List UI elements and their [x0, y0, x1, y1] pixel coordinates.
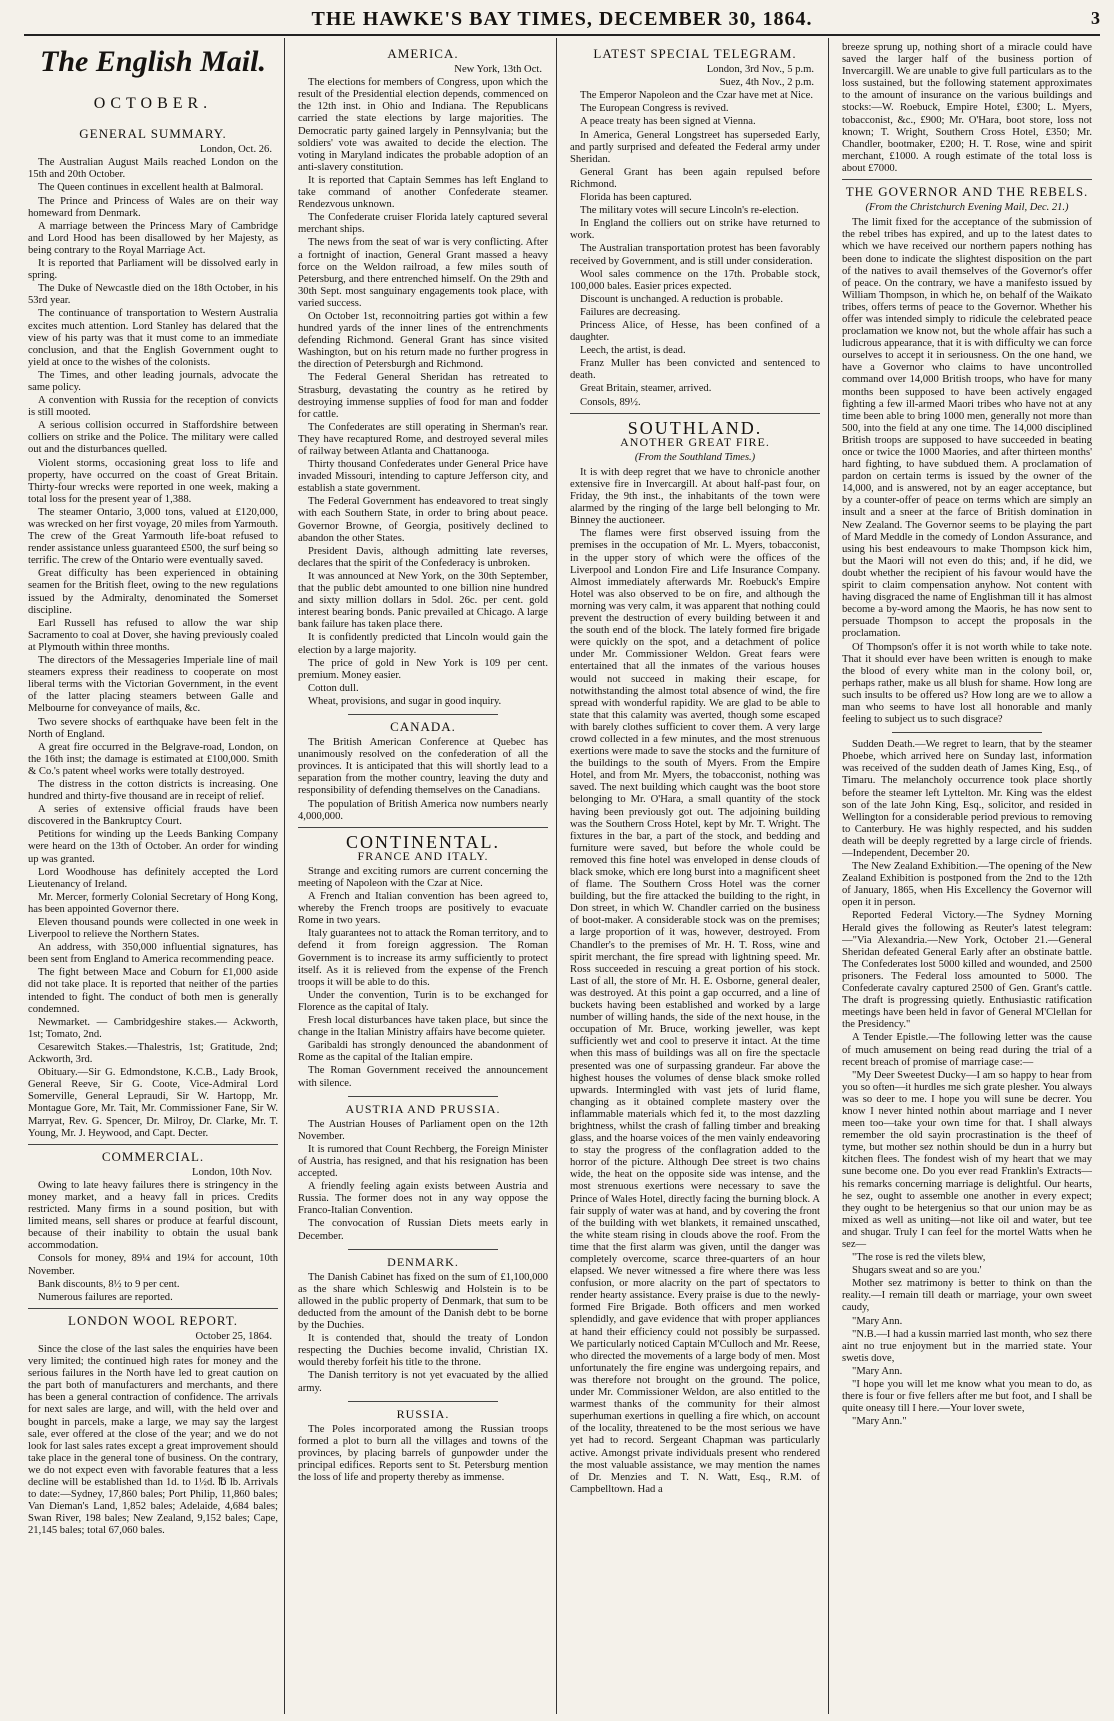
column-4 — [842, 42, 1092, 1712]
dateline: London, 10th Nov. — [192, 1166, 272, 1178]
paragraph: Wool sales commence on the 17th. Probable stock, 100,000 bales. Easier prices expected. — [570, 268, 820, 292]
article-body — [28, 1344, 278, 1538]
article-body — [298, 737, 548, 823]
paragraph: President Davis, although admitting late reverses, declares that the spirit of the Confederacy is unbroken. — [298, 545, 548, 569]
article-body — [570, 467, 820, 1496]
paragraph: It was announced at New York, on the 30th September, that the public debt amounted to one billion nine hundred and sixty million dollars in 5dol. 26c. per cent. gold interest bearing bonds. Panic prevailed at Chicago. A large bank failure has taken place there. — [298, 570, 548, 631]
divider — [842, 179, 1092, 180]
divider — [348, 1096, 498, 1097]
paragraph: Consols, 89½. — [580, 396, 641, 408]
paragraph: Mother sez matrimony is better to think on than the reality.—I remain till death or marriage, your own sweet caudy, — [842, 1278, 1092, 1314]
article-body — [298, 77, 548, 708]
subsection-title: ANOTHER GREAT FIRE. — [620, 434, 770, 449]
paragraph: Leech, the artist, is dead. — [580, 345, 686, 357]
paragraph: A serious collision occurred in Staffordshire between colliers on strike and the Police. The military were called out and the disturbances quelled. — [28, 420, 278, 456]
paragraph: A friendly feeling again exists between Austria and Russia. The former does not in any way oppose the Franco-Italian Convention. — [298, 1181, 548, 1217]
article-body — [842, 739, 1092, 1428]
paragraph: The Roman Government received the announcement with silence. — [298, 1065, 548, 1089]
paragraph: The elections for members of Congress, upon which the result of the Presidential election depends, commenced on the 12th inst. in Ohio and Indiana. The Republicans carried the state elections by large majorities. The Democratic party gained largely in Pennsylvania; but the soldiers' vote was awaited to decide the election. The voting in Maryland indicates the probable adoption of an anti-slavery constitution. — [298, 77, 548, 173]
paragraph: It is contended that, should the treaty of London respecting the Duchies become invalid, Christian IX. would thereby forfeit his title to the throne. — [298, 1333, 548, 1369]
paragraph: The New Zealand Exhibition.—The opening of the New Zealand Exhibition is postponed from the 2nd to the 12th of January, 1865, when His Excellency the Governor will open it in person. — [842, 861, 1092, 909]
month-heading: OCTOBER. — [93, 95, 213, 112]
section-title: COMMERCIAL. — [101, 1148, 205, 1164]
divider — [348, 1249, 498, 1250]
paragraph: The military votes will secure Lincoln's re-election. — [580, 205, 799, 217]
paragraph: The Poles incorporated among the Russian troops formed a plot to burn all the villages and towns of the provinces, by placing barrels of gunpowder under the principal edifices. Reports sent to St. Petersburg mention the loss of life and property thereby as immense. — [298, 1423, 548, 1484]
paragraph: Shugars sweat and so are you.' — [852, 1265, 982, 1277]
paragraph: Failures are decreasing. — [580, 306, 681, 318]
paragraph: A Tender Epistle.—The following letter was the cause of much amusement on being read during the trial of a recent breach of promise of marriage case:— — [842, 1032, 1092, 1068]
paragraph: Lord Woodhouse has definitely accepted the Lord Lieutenancy of Ireland. — [28, 866, 278, 890]
source-line: (From the Southland Times.) — [634, 451, 756, 463]
paragraph: It is with deep regret that we have to chronicle another extensive fire in Invercargill. At about half-past four, on Friday, the 9th inst., the inhabitants of the town were alarmed by the ringing of the large bell belonging to Mr. Binney the auctioneer. — [570, 466, 820, 527]
column-divider — [284, 38, 285, 1714]
paragraph: Sudden Death.—We regret to learn, that by the steamer Phoebe, which arrived here on Sunday last, information was received of the sudden death of James King, Esq., of Timaru. The melancholy occurrence took place shortly before the steamer left Lyttelton. Mr. King was the eldest son of the late John King, Esq., solicitor, and resided in Wellington for a considerable period previous to removing to Canterbury. He was highly respected, and his sudden death will be deeply regretted by a large circle of friends.—Independent, December 20. — [842, 739, 1092, 859]
paragraph: The Federal Government has endeavored to treat singly with each Southern State, in order to bring about peace. Governor Browne, of Georgia, positively declined to abandon the other States. — [298, 496, 548, 544]
paragraph: The Emperor Napoleon and the Czar have met at Nice. — [580, 90, 813, 102]
paragraph: Owing to late heavy failures there is stringency in the money market, and a heavy fall in prices. Credits restricted. Many firms in a sound position, but with limited means, sell shares or produce at fearful discount, because of their inability to obtain the usual bank accommodation. — [28, 1179, 278, 1252]
paragraph: The Federal General Sheridan has retreated to Strasburg, devastating the country as he retired by destroying immense supplies of food for man and fodder for cattle. — [298, 372, 548, 420]
section-title: LONDON WOOL REPORT. — [68, 1312, 238, 1328]
paragraph: Petitions for winding up the Leeds Banking Company were heard on the 13th of October. An order for winding up was granted. — [28, 829, 278, 865]
paragraph: The news from the seat of war is very conflicting. After a fortnight of inaction, General Grant massed a heavy force on the Weldon railroad, a few miles south of Petersburg, and there entrenched himself. On the 29th and 30th Sept. most sanguinary engagements took place, with varied success. — [298, 237, 548, 309]
paragraph: Of Thompson's offer it is not worth while to take note. That it should ever have been written is enough to make the blood of every white man in the colony boil, or, perhaps rather, make us all blush for shame. How long are such insults to be offered us? How long are we to allow a man who seems to have lost all honorable and manly feeling to subject us to such disgrace? — [842, 641, 1092, 726]
section-title: THE GOVERNOR AND THE REBELS. — [845, 184, 1089, 200]
column-1 — [28, 42, 278, 1712]
paragraph: A peace treaty has been signed at Vienna. — [580, 116, 756, 128]
paragraph: Mr. Mercer, formerly Colonial Secretary of Hong Kong, has been appointed Governor there. — [28, 891, 278, 915]
paragraph: The continuance of transportation to Western Australia excites much attention. Lord Stanley has delared that the view of his party was that it must come to an immediate conclusion, and that the English Government ought to yield at once to the wishes of the colonists. — [28, 308, 278, 368]
paragraph: A French and Italian convention has been agreed to, whereby the French troops are positively to evacuate Rome in two years. — [298, 891, 548, 927]
section-title: LATEST SPECIAL TELEGRAM. — [593, 46, 797, 61]
paragraph: Since the close of the last sales the enquiries have been very limited; the continued high rates for money and the serious failures in the North have led to great caution on the part both of manufacturers and merchants, and there has been a general contraction of confidence. The arrivals for next sales are large, and will, with the held over and bought in parcels, make a large, we may say the largest sale, ever offered at the close of the year; and we do not look for last sales rates except a great improvement should take place in the general tone of business. On the contrary, we do not expect even with favorable features that a less decline will be established than 1d. to 1½d. ℔ lb. Arrivals to date:—Sydney, 17,860 bales; Port Philip, 11,860 bales; Van Dieman's Land, 1,852 bales; Adelaide, 4,684 bales; Swan River, 198 bales; New Zealand, 9,152 bales; Cape, 21,145 bales; total 67,060 bales. — [28, 1344, 278, 1537]
paragraph: Thirty thousand Confederates under General Price have invaded Missouri, intending to capture Jefferson city, and establish a state government. — [298, 459, 548, 495]
divider — [28, 1308, 278, 1309]
masthead — [24, 6, 1100, 32]
paragraph: The European Congress is revived. — [580, 103, 729, 115]
article-body — [298, 1424, 548, 1484]
paragraph: The directors of the Messageries Imperiale line of mail steamers express their readiness to cooperate on most liberal terms with the Victorian Government, in the event of the latter placing steamers between Galle and Melbourne for conveyance of mails, &c. — [28, 655, 278, 715]
article-body — [28, 1180, 278, 1304]
paragraph: Princess Alice, of Hesse, has been confined of a daughter. — [570, 319, 820, 344]
dateline: London, 3rd Nov., 5 p.m. — [706, 64, 814, 76]
paragraph: The limit fixed for the acceptance of the submission of the rebel tribes has expired, and up to the latest dates to which we have received our northern papers nothing has been done to indicate the slightest disposition on the part of the natives to avail themselves of the Governor's offer of peace. On the contrary, we have a manifesto issued by William Thompson, in which he, on behalf of the Waikato tribes, offers terms of peace to the Governor. Whether his offer was intended simply to ridicule the celebrated peace proclamation we know not, but the whole affair has such a ludicrous appearance, that it is with difficulty we can force ourselves to accept it in seriousness. On the one hand, we have a Governor who claims to have uncontrolled command over 14,000 British troops, who have for many months been supposed to have been actively engaged fighting a few ill-armed Maori tribes who have not at any time been able to bring 1000 men, generally not more than 500, into the field at any one time. The 14,000 disciplined British troops are supposed to have succeeded in beating once or twice the 1000 Maories, and after thirteen months' hard fighting, to have subdued them. A proclamation of pardon on certain terms is issued by the owner of the 14,000, and is answered, not by an eager acceptance, but by a counter-offer of peace on terms which are simply an insult and a sneer at the farce of British domination in New Zealand. The Governor seems to be playing the part of Mard Meddle in the comedy of London Assurance, and using his best endeavours to make Thompson kick him, but the Maori will not even do this; and, if he did, we doubt whether the recipient of his favour would have the spirit to claim compensation anyhow. Not content with having disgraced the name of Englishman till it has almost become a by-word among the Maoris, he has now sent to persuade Thompson to accept the proposals in the proclamation. — [842, 217, 1092, 640]
paragraph: The population of British America now numbers nearly 4,000,000. — [298, 798, 548, 822]
paragraph: Garibaldi has strongly denounced the abandonment of Rome as the capital of the Italian empire. — [298, 1040, 548, 1064]
column-2 — [298, 42, 548, 1712]
divider — [348, 1401, 498, 1402]
subsection-title: AUSTRIA AND PRUSSIA. — [345, 1101, 501, 1116]
paragraph: Wheat, provisions, and sugar in good inquiry. — [308, 695, 502, 707]
paragraph: General Grant has been again repulsed before Richmond. — [570, 166, 820, 190]
paragraph: The Australian transportation protest has been favorably received by Government, and is still under consideration. — [570, 243, 820, 267]
paragraph: "The rose is red the vilets blew, — [852, 1252, 986, 1264]
subsection-title: RUSSIA. — [396, 1406, 450, 1421]
paragraph: A convention with Russia for the reception of convicts is still mooted. — [28, 395, 278, 419]
paragraph: On October 1st, reconnoitring parties got within a few hundred yards of the inner lines of the entrenchments defending Richmond. General Grant has since visited Washington, but on his return made no further progress in the direction of Petersburgh and Richmond. — [298, 310, 548, 371]
paragraph: In America, General Longstreet has superseded Early, and partly surprised and defeated the Federal army under Sheridan. — [570, 129, 820, 165]
paragraph: The Danish Cabinet has fixed on the sum of £1,100,000 as the share which Schleswig and Holstein is to be allowed in the public property of Denmark, that sum to be deducted from the amount of the Danish debt to be borne by the Duchies. — [298, 1271, 548, 1332]
paragraph: The flames were first observed issuing from the premises in the occupation of Mr. L. Myers, tobacconist, in the upper story of which were the offices of the Liverpool and London Fire and Life Insurance Company. Almost immediately afterwards Mr. Roebuck's Empire Hotel was also observed to be on fire, and although the morning was very calm, it was apparent that nothing could prevent the destruction of every building between it and the south end of the block. The lately formed fire brigade were quickly on the spot, and a detachment of police under Mr. Commissioner Weldon. Great fears were entertained that all the inmates of the various houses would not succeed in making their escape, for notwithstanding the almost total absence of wind, the fire spread with wonderful rapidity. We are glad to be able to state that this calamity was averted, though some escaped with barely clothes sufficient to cover them. A very large crowd collected in a few minutes, and the most strenuous exertions were made to save the stocks and the furniture of the buildings to the south of Myers. From the Empire Hotel, and from Mr. Myers, the tobacconist, nothing was saved. The next building which caught was the boot store belonging to Mr. O'Hara, a small quantity of the stock having been previously got out. The adjoining building was the Southern Cross Hotel, kept by Mr. T. Wright. The fixtures in the bar, a part of the stock, and bedding and furniture were saved, but before the whole could be removed this fine hotel was enveloped in dense clouds of black smoke, which ere long burst into a magnificent sheet of flame. The Southern Cross Hotel was the corner building, but the fire attacked the building to the right, in Don street, in which W. Chandler carried on the business of boot-maker. A considerable stock was on the premises; a large proportion of it was, however, destroyed. From Chandler's to the premises of Mr. H. T. Ross, wine and spirit merchant, the fire spread with lightning speed. Mr. Ross succeeded in rescuing a great portion of his stock. Last of all, the store of Mr. H. E. Osborne, general dealer, was destroyed. At this point a gap occurred, and a line of buckets having been established and worked by a large number of willing hands, the side of the next house, in the occupation of Mr. Bruce, working jeweller, was kept sufficiently wet and cool to preserve it intact. At the time when this mass of buildings was all on fire the spectacle presented was one of surpassing grandeur. Far above the highest houses the volumes of dense black smoke rolled upwards. Intermingled with vast jets of lurid flame, changing as it obtained complete mastery over the inflammable materials which fed it, to the most dazzling brightness, whilst the crash of falling timber and breaking glass, and the hoarse voices of the men vainly endeavoring to stay the progress of the conflagration added to the horror of the picture. Although Dee street is two chains wide, the heat on the opposite side was intense, and the most strenuous exertions were necessary to save the Prince of Wales Hotel, directly facing the burning block. A fair supply of water was at hand, and by covering the front of the building with wet blankets, it remained unscathed, the white steam rising in clouds above the roof. From the time that the first alarm was given, until the danger was completely overcome, scarce three-quarters of an hour elapsed. We never witnessed a fire where there was less confusion, or more alacrity on the part of spectators to render hearty assistance. Every praise is due to the newly-formed Fire Brigade. Both officers and men worked splendidly, and gave evidence that with proper appliances at hand their efficiency could not possibly be surpassed. We particularly noticed Captain M'Culloch and Mr. Reese, who directed the movements of a large body of men. Most unfortunately the fire engine was undergoing repairs, and was therefore not brought on the ground. The police, under Mr. Commissioner Weldon, are also entitled to the warmest thanks of the community for their almost superhuman exertions in quelling a fire which, on account of the locality, threatened to be the most serious we have yet had to record. Sergeant Chapman was particularly active. Amongst private individuals present who rendered the most valuable assistance, we may mention the names of Dr. Menzies and T. N. Watt, Esq., R.M. of Campbelltown. Had a — [570, 528, 820, 1495]
paragraph: The convocation of Russian Diets meets early in December. — [298, 1218, 548, 1242]
paragraph: The British American Conference at Quebec has unanimously resolved on the confederation of all the provinces. It is anticipated that this will shortly lead to a separation from the mother country, leaving the duty and responsibility of defending themselves on the Canadians. — [298, 737, 548, 797]
paragraph: "I hope you will let me know what you mean to do, as there is four or five fellers after me but foot, and I shall be quite oneasy till I here.—Your lover swete, — [842, 1379, 1092, 1415]
paragraph: The Australian August Mails reached London on the 15th and 20th October. — [28, 157, 278, 181]
paragraph: "Mary Ann." — [852, 1416, 907, 1428]
paragraph: A series of extensive official frauds have been discovered in the Bankruptcy Court. — [28, 804, 278, 828]
paragraph: Under the convention, Turin is to be exchanged for Florence as the capital of Italy. — [298, 989, 548, 1013]
paragraph: Consols for money, 89¼ and 19¼ for account, 10th November. — [28, 1253, 278, 1277]
paragraph: Eleven thousand pounds were collected in one week in Liverpool to relieve the Northern States. — [28, 917, 278, 941]
paragraph: "N.B.—I had a kussin married last month, who sez there aint no true enjoyment but in the married state. Your swetis dove, — [842, 1328, 1092, 1364]
divider — [570, 413, 820, 414]
section-title: SOUTHLAND. — [627, 417, 763, 438]
section-title: AMERICA. — [387, 46, 459, 61]
page-number: 3 — [1091, 8, 1100, 28]
paragraph: Franz Muller has been convicted and sentenced to death. — [570, 358, 820, 382]
divider — [298, 827, 548, 828]
paragraph: Great Britain, steamer, arrived. — [580, 383, 712, 395]
column-3 — [570, 42, 820, 1712]
paragraph: Fresh local disturbances have taken place, but since the change in the Italian Ministry affairs have become quieter. — [298, 1015, 548, 1039]
paragraph: Newmarket. — Cambridgeshire stakes.— Ackworth, 1st; Tomato, 2nd. — [28, 1016, 278, 1040]
paragraph: An address, with 350,000 influential signatures, has been sent from England to America recommending peace. — [28, 942, 278, 966]
paragraph: "Mary Ann. — [852, 1315, 903, 1327]
paragraph: Reported Federal Victory.—The Sydney Morning Herald gives the following as Reuter's latest telegram:—"Via Alexandria.—New York, October 21.—General Sheridan defeated General Early after an obstinate battle. The Confederates lost 5000 killed and wounded, and 2500 prisoners. The Federal loss amounted to 5000. The Confederate cavalry captured 2500 of Gen. Grant's cattle. The draft is progressing quietly. Enthusiastic ratification meetings have been held in favor of General M'Clellan for the Presidency." — [842, 910, 1092, 1031]
paragraph: "Mary Ann. — [852, 1365, 903, 1377]
subsection-title: DENMARK. — [387, 1254, 459, 1269]
article-body — [298, 1119, 548, 1243]
article-body — [298, 866, 548, 1090]
paragraph: The price of gold in New York is 109 per cent. premium. Money easier. — [298, 657, 548, 681]
divider — [28, 1144, 278, 1145]
article-body — [842, 217, 1092, 726]
paragraph: The Prince and Princess of Wales are on their way homeward from Denmark. — [28, 195, 278, 219]
section-heading-english-mail: The English Mail. — [40, 45, 266, 78]
paragraph: It is confidently predicted that Lincoln would gain the election by a large majority. — [298, 632, 548, 656]
paragraph: The Confederates are still operating in Sherman's rear. They have recaptured Rome, and destroyed several miles of railway between Atlanta and Chattanooga. — [298, 421, 548, 457]
paragraph: The Times, and other leading journals, advocate the same policy. — [28, 369, 278, 393]
dateline: London, Oct. 26. — [199, 144, 272, 156]
column-divider — [828, 38, 829, 1714]
section-title: GENERAL SUMMARY. — [79, 126, 227, 142]
article-continuation: breeze sprung up, nothing short of a miracle could have saved the larger half of the business portion of Invercargill. We are unable to give full particulars as to the loss sustained, but the following statement approximates to the amount of insurance on the various buildings and stocks:—W. Roebuck, Empire Hotel, £300; L. Myers, tobacconist, &c., £900; Mr. O'Hara, boot store, loss not known; T. Wright, Southern Cross Hotel, £350; Mr. Chandler, bootmaker, £200; H. T. Rose, wine and spirit merchant, £1000. A rough estimate of the total loss is about £7000. — [842, 42, 1092, 174]
divider — [892, 732, 1042, 733]
paragraph: Two severe shocks of earthquake have been felt in the North of England. — [28, 716, 278, 740]
section-title: CANADA. — [390, 718, 456, 734]
paragraph: Violent storms, occasioning great loss to life and property, have occurred on the coast of Great Britain. Thirty-four wrecks were reported in one week, making a total loss for the present year of 1,388. — [28, 457, 278, 505]
paragraph: The Confederate cruiser Florida lately captured several merchant ships. — [298, 212, 548, 236]
paragraph: Numerous failures are reported. — [38, 1291, 173, 1303]
paragraph: Obituary.—Sir G. Edmondstone, K.C.B., Lady Brook, General Reeve, Sir G. Coote, Vice-Admiral Lord Somerville, General Lepraudi, Sir W. Hartopp, Mr. Montague Gore, Mr. Tait, Mr. Commissioner Fane, Sir W. Marryat, Rev. G. Spencer, Dr. Milroy, Dr. Clarke, Mr. T. Young, Mr. J. Heywood, and Capt. Decter. — [28, 1067, 278, 1139]
paragraph: The Duke of Newcastle died on the 18th October, in his 53rd year. — [28, 283, 278, 307]
paragraph: The Queen continues in excellent health at Balmoral. — [38, 182, 264, 194]
paragraph: Bank discounts, 8½ to 9 per cent. — [38, 1278, 180, 1290]
paragraph: It is reported that Parliament will be dissolved early in spring. — [28, 258, 278, 282]
divider — [348, 714, 498, 715]
dateline: New York, 13th Oct. — [454, 64, 542, 76]
paragraph: Cesarewitch Stakes.—Thalestris, 1st; Gratitude, 2nd; Ackworth, 3rd. — [28, 1041, 278, 1066]
subsection-title: FRANCE AND ITALY. — [357, 848, 489, 863]
source-line: (From the Christchurch Evening Mail, Dec. 21.) — [865, 202, 1069, 214]
paragraph: Strange and exciting rumors are current concerning the meeting of Napoleon with the Czar at Nice. — [298, 865, 548, 889]
dateline: October 25, 1864. — [195, 1330, 272, 1342]
masthead-title: THE HAWKE'S BAY TIMES, DECEMBER 30, 1864. — [311, 8, 813, 30]
column-divider — [556, 38, 557, 1714]
article-body — [298, 1272, 548, 1395]
paragraph: The steamer Ontario, 3,000 tons, valued at £120,000, was wrecked on her first voyage, 20 miles from Yarmouth. The crew of the Great Yarmouth life-boat refused to render assistance unless guaranteed £500, the surf being so terrific. The crew of the Ontario were eventually saved. — [28, 506, 278, 567]
article-body — [570, 90, 820, 408]
paragraph: The fight between Mace and Coburn for £1,000 aside did not take place. It is reported that neither of the parties intended to fight. The conduct of both men is generally condemned. — [28, 967, 278, 1015]
paragraph: Cotton dull. — [308, 682, 359, 694]
article-body — [28, 157, 278, 1139]
paragraph: Italy guarantees not to attack the Roman territory, and to defend it from foreign aggression. The Roman Government is to increase its army sufficiently to protect itself. As it is relieved from the expense of the French troops it will be able to do this. — [298, 928, 548, 988]
paragraph: It is reported that Captain Semmes has left England to take command of another Confederate steamer. Rendezvous unknown. — [298, 174, 548, 211]
dateline: Suez, 4th Nov., 2 p.m. — [719, 77, 814, 89]
paragraph: Earl Russell has refused to allow the war ship Sacramento to coal at Dover, she having previously coaled at Plymouth within three months. — [28, 617, 278, 653]
paragraph: Florida has been captured. — [580, 192, 692, 204]
section-title: CONTINENTAL. — [345, 831, 501, 852]
paragraph: A marriage between the Princess Mary of Cambridge and Lord Hood has been disallowed by her Majesty, as being contrary to the Royal Marriage Act. — [28, 220, 278, 256]
paragraph: It is rumored that Count Rechberg, the Foreign Minister of Austria, has resigned, and that his resignation has been accepted. — [298, 1143, 548, 1180]
paragraph: The distress in the cotton districts is increasing. One hundred and thirty-five thousand are in receipt of relief. — [28, 778, 278, 803]
paragraph: In England the colliers out on strike have returned to work. — [570, 218, 820, 242]
paragraph: The Danish territory is not yet evacuated by the allied army. — [298, 1370, 548, 1394]
paragraph: A great fire occurred in the Belgrave-road, London, on the 16th inst; the damage is estimated at £100,000. Smith & Co.'s patent wheel works were totally destroyed. — [28, 741, 278, 777]
masthead-rule — [24, 34, 1100, 36]
paragraph: Discount is unchanged. A reduction is probable. — [580, 293, 784, 305]
paragraph: "My Deer Sweetest Ducky—I am so happy to hear from you so often—it hurdles me sich grate plesher. You always was so deer to me. I hope you will sune be decrer. You know I never hinted nothin about marriage and I never meen too—take your own time for that. I shall always remember the old sayin procrastination is the theef of tyme, but mother sez nothin should be dun in a hurry but kitchen flees. The fondest wish of my heart that we may sune become one. Do you ever read Franklin's Extracts—his remarks concerning marriage is delightful. Our hearts, he sez, ought to assemble one another in every expect; they ought to be hetergenius so that our union may be as mixed as well as uniting—not like oil and water, but tee and shugar. Truly I can feel for the mortel Watts when he sez— — [842, 1069, 1092, 1250]
paragraph: The Austrian Houses of Parliament open on the 12th November. — [298, 1118, 548, 1142]
paragraph: Great difficulty has been experienced in obtaining seamen for the British fleet, owing to the new regulations issued by the Admiralty, denominated the Somerset discipline. — [28, 568, 278, 616]
